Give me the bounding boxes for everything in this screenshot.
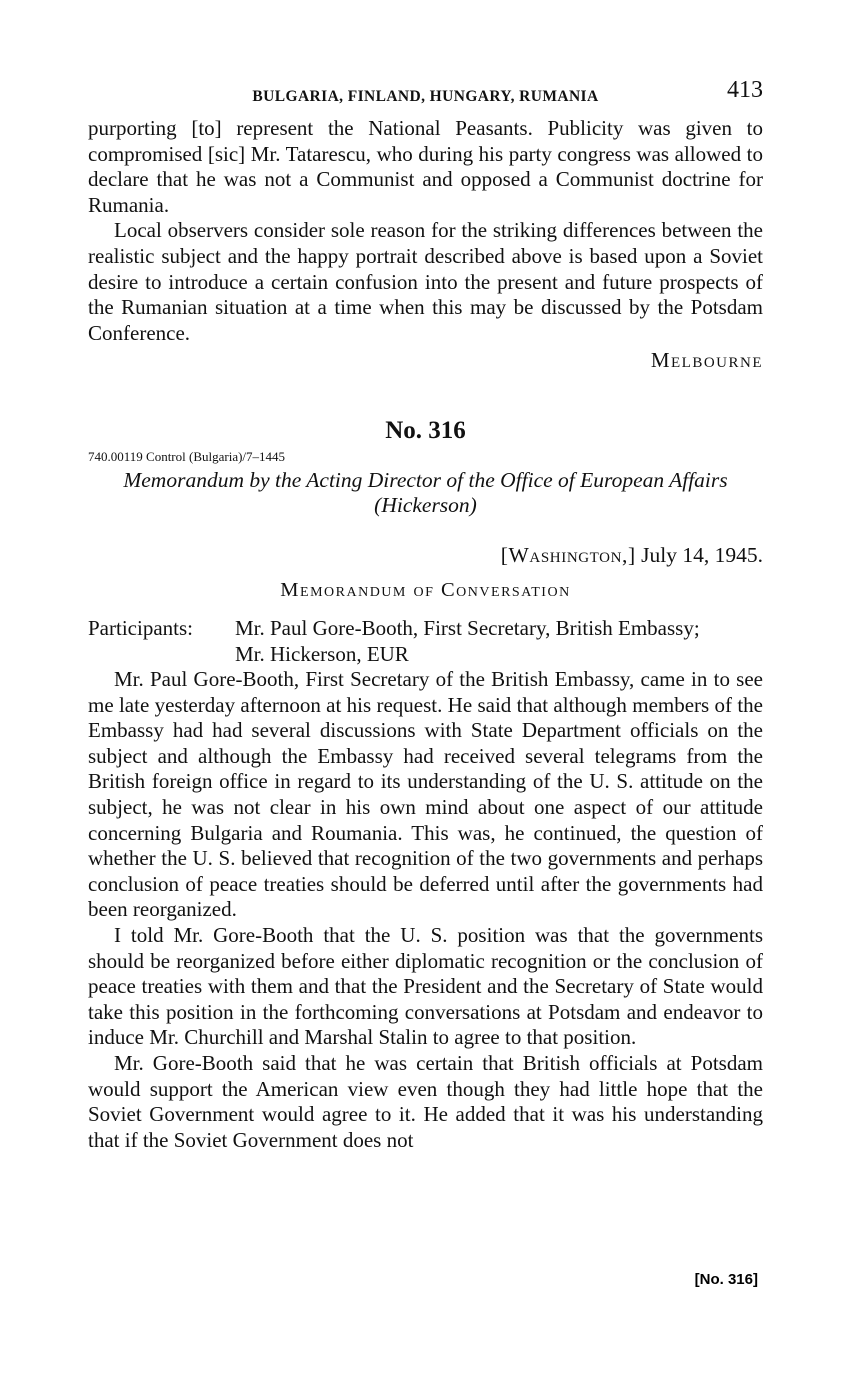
dateline-date: July 14, 1945.	[641, 542, 763, 567]
dateline-place: [Washington,]	[500, 542, 636, 567]
page-number: 413	[727, 77, 763, 103]
document-number: No. 316	[385, 416, 466, 444]
paragraph-continued: purporting [to] represent the National Peasants. Publicity was given to compromised [sic] Mr. Tatarescu, who during his party congress was allowed to declare that he was not a Communist and opposed a Communist doctrine for Rumania.	[88, 116, 763, 217]
document-title	[88, 468, 763, 519]
document-page	[88, 76, 763, 1153]
memo-heading: Memorandum of Conversation	[280, 579, 571, 602]
participants-list	[235, 616, 763, 667]
file-reference: 740.00119 Control (Bulgaria)/7–1445	[88, 448, 286, 464]
paragraph: I told Mr. Gore-Booth that the U. S. position was that the governments should be reorganized before either diplomatic recognition or the conclusion of peace treaties with them and that the President and the Secretary of State would take this position in the forthcoming conversations at Potsdam and endeavor to induce Mr. Churchill and Marshal Stalin to agree to that position.	[88, 923, 763, 1050]
participants-block	[88, 616, 763, 667]
participants-label: Participants:	[88, 615, 193, 640]
memo-body	[88, 667, 763, 1153]
dateline	[88, 543, 763, 569]
paragraph: Local observers consider sole reason for the striking differences between the realistic subject and the happy portrait described above is based upon a Soviet desire to introduce a certain confusion into the present and future prospects of the Rumanian situation at a time when this may be discussed by the Potsdam Conference.	[88, 218, 763, 345]
document-title-line: (Hickerson)	[374, 493, 477, 518]
paragraph: Mr. Gore-Booth said that he was certain that British officials at Potsdam would support the American view even though they had little hope that the Soviet Government would agree to it. He added that it was his understanding that if the Soviet Government does not	[88, 1051, 763, 1152]
document-title-line: Memorandum by the Acting Director of the Office of European Affairs	[123, 467, 728, 492]
signature: Melbourne	[650, 348, 763, 373]
paragraph: Mr. Paul Gore-Booth, First Secretary of the British Embassy, came in to see me late yesterday afternoon at his request. He said that although members of the Embassy had had several discussions with State Department officials on the subject and although the Embassy had received several telegrams from the British foreign office in regard to its understanding of the U. S. attitude on the subject, he was not clear in his own mind about one aspect of our attitude concerning Bulgaria and Roumania. This was, he continued, the question of whether the U. S. believed that recognition of the two governments and perhaps conclusion of peace treaties should be deferred until after the governments had been reorganized.	[88, 667, 763, 922]
participant: Mr. Hickerson, EUR	[235, 641, 409, 666]
page-header	[88, 76, 763, 116]
participant: Mr. Paul Gore-Booth, First Secretary, British Embassy;	[235, 615, 700, 640]
footer-document-ref: [No. 316]	[694, 1271, 758, 1288]
running-head: BULGARIA, FINLAND, HUNGARY, RUMANIA	[252, 88, 599, 105]
